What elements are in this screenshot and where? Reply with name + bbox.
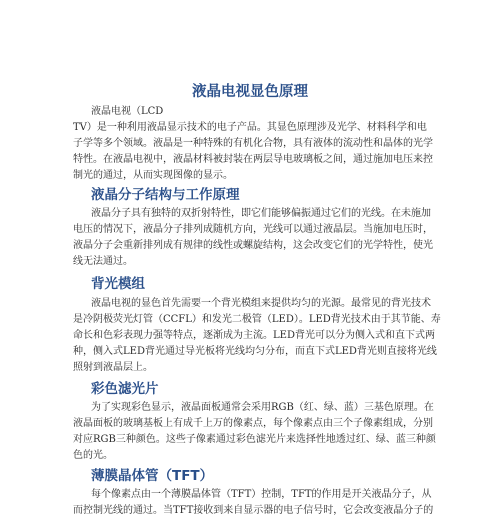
section-paragraph-lc-structure [73, 206, 433, 270]
paragraph-line: 液晶面板的玻璃基板上有成千上万的像素点，每个像素点由三个子像素组成，分别 [73, 418, 433, 429]
document-title: 液晶电视显色原理 [192, 84, 308, 100]
paragraph-line: 为了实现彩色显示，液晶面板通常会采用RGB（红、绿、蓝）三基色原理。在 [91, 402, 434, 413]
paragraph-line: 而控制光线的通过。当TFT接收到来自显示器的电子信号时，它会改变液晶分子的 [73, 505, 434, 516]
paragraph-line: 是冷阴极荧光灯管（CCFL）和发光二极管（LED）。LED背光技术由于其节能、寿 [73, 314, 441, 325]
paragraph-line: 线无法通过。 [73, 256, 133, 267]
section-paragraph-backlight [73, 296, 441, 376]
paragraph-line: 液晶电视的显色首先需要一个背光模组来提供均匀的光源。最常见的背光技术 [91, 298, 431, 309]
section-heading-tft: 薄膜晶体管（TFT） [91, 468, 214, 484]
intro-line: TV）是一种利用液晶显示技术的电子产品。其显色原理涉及光学、材料科学和电 [73, 122, 427, 133]
paragraph-line: 液晶分子具有独特的双折射特性，即它们能够偏振通过它们的光线。在未施加 [91, 208, 431, 219]
paragraph-line: 命长和色彩表现力强等特点，逐渐成为主流。LED背光可以分为侧入式和直下式两 [73, 330, 435, 341]
section-heading-backlight: 背光模组 [91, 276, 145, 292]
section-heading-color-filter: 彩色滤光片 [91, 381, 159, 397]
paragraph-line: 电压的情况下，液晶分子排列成随机方向，光线可以通过液晶层。当施加电压时， [73, 224, 433, 235]
paragraph-line: 色的光。 [73, 450, 113, 461]
intro-line: 制光的通过，从而实现图像的显示。 [73, 170, 233, 181]
paragraph-line: 种，侧入式LED背光通过导光板将光线均匀分布，而直下式LED背光则直接将光线 [73, 346, 437, 357]
intro-line: 特性。在液晶电视中，液晶材料被封装在两层导电玻璃板之间，通过施加电压来控 [73, 154, 433, 165]
paragraph-line: 液晶分子会重新排列成有规律的线性或螺旋结构，这会改变它们的光学特性，使光 [73, 240, 433, 251]
paragraph-line: 照射到液晶层上。 [73, 362, 153, 373]
section-paragraph-color-filter [73, 400, 436, 464]
paragraph-line: 每个像素点由一个薄膜晶体管（TFT）控制，TFT的作用是开关液晶分子，从 [91, 489, 432, 500]
intro-line: 子学等多个领域。液晶是一种特殊的有机化合物，具有液体的流动性和晶体的光学 [73, 138, 433, 149]
section-heading-lc-structure: 液晶分子结构与工作原理 [91, 187, 240, 203]
intro-line: 液晶电视（LCD [91, 106, 164, 117]
intro-paragraph [73, 104, 433, 184]
section-paragraph-tft [73, 487, 433, 519]
paragraph-line: 对应RGB三种颜色。这些子像素通过彩色滤光片来选择性地透过红、绿、蓝三种颜 [73, 434, 436, 445]
